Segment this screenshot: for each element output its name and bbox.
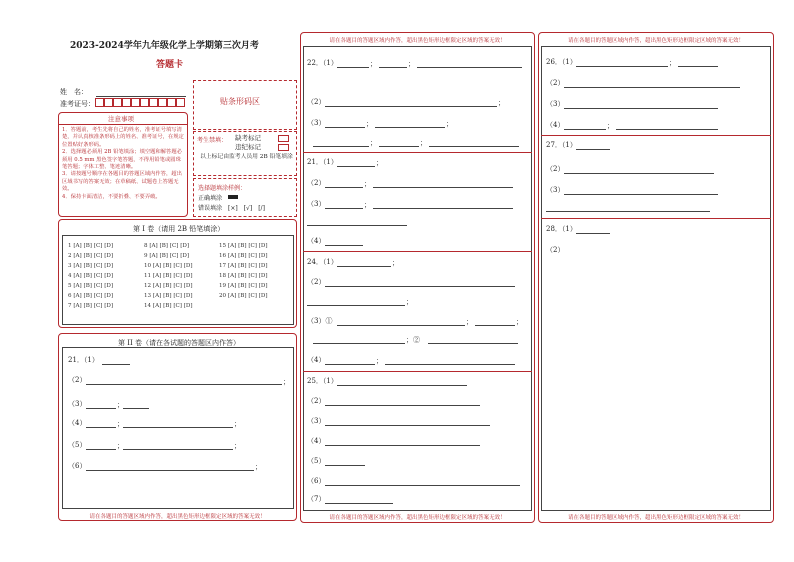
- q26-punct-text: ；: [607, 122, 614, 130]
- name-field[interactable]: [96, 96, 186, 97]
- q22-answer-3c[interactable]: [313, 146, 369, 147]
- q22-answer-3d[interactable]: [379, 146, 419, 147]
- warning-text: 请在各题目的答题区域内作答，超出黑色矩形边框限定区域的答案无效！: [89, 514, 266, 520]
- q28-answer-2-area[interactable]: [546, 257, 766, 507]
- note-item: 1．答题前，考生先将自己的姓名，准考证号填写清楚，并认真核准条形码上的姓名、准考证号，在规定位置贴好条形码。: [62, 127, 184, 148]
- choice-row: 5 [A] [B] [C] [D]: [68, 283, 114, 289]
- choice-row: 2 [A] [B] [C] [D]: [68, 253, 114, 259]
- name-label: 姓 名：: [60, 88, 88, 96]
- q25-answer-6[interactable]: [325, 485, 520, 486]
- q26-answer-2[interactable]: [564, 87, 740, 88]
- notes-list: [62, 127, 186, 201]
- q21-left-label-1: 21．（1）: [68, 356, 99, 364]
- q21-mid-punct-text: ；: [364, 201, 371, 209]
- q27-label-3: （3）: [546, 186, 565, 194]
- choice-row: 13 [A] [B] [C] [D]: [144, 293, 193, 299]
- choice-row: 15 [A] [B] [C] [D]: [219, 243, 268, 249]
- q25-answer-4[interactable]: [325, 445, 480, 446]
- q21-punct: ；: [117, 420, 124, 428]
- q21-left-answer-6[interactable]: [86, 470, 254, 471]
- q21-left-label-5: （5）: [68, 441, 87, 449]
- q24-answer-3b[interactable]: [475, 325, 515, 326]
- q21-mid-answer-2a[interactable]: [325, 187, 363, 188]
- q21-mid-label-3: （3）: [307, 200, 326, 208]
- choice-row: 18 [A] [B] [C] [D]: [219, 273, 268, 279]
- q21-mid-answer-1[interactable]: [337, 166, 375, 167]
- absent-label: 缺考标记: [235, 134, 261, 142]
- marks-instruction: 以上标记由监考人员用 2B 铅笔填涂: [200, 154, 293, 160]
- q21-mid-answer-3b[interactable]: [373, 208, 513, 209]
- answer-area-middle: [303, 46, 532, 511]
- q21-punct: ；: [255, 463, 262, 471]
- q21-left-label-3: （3）: [68, 400, 87, 408]
- q22-answer-1b[interactable]: [379, 67, 407, 68]
- q26-answer-1a[interactable]: [576, 66, 668, 67]
- q22-answer-1a[interactable]: [337, 67, 369, 68]
- q21-left-area: [62, 347, 294, 509]
- q24-answer-3a[interactable]: [337, 325, 465, 326]
- choice-row: 1 [A] [B] [C] [D]: [68, 243, 114, 249]
- wrong-fill-label: 错误填涂: [198, 205, 223, 212]
- q22-answer-1c[interactable]: [417, 67, 522, 68]
- q26-answer-3[interactable]: [564, 108, 718, 109]
- q24-answer-4a[interactable]: [325, 364, 375, 365]
- q21-left-answer-3b[interactable]: [123, 408, 149, 409]
- q25-answer-1[interactable]: [337, 385, 467, 386]
- q21-left-answer-2[interactable]: [86, 384, 282, 385]
- q22-answer-3b[interactable]: [375, 127, 445, 128]
- barcode-label: 贴条形码区: [220, 97, 260, 106]
- q24-answer-2b[interactable]: [307, 305, 405, 306]
- q26-label-4: （4）: [546, 121, 565, 129]
- choice-row: 7 [A] [B] [C] [D]: [68, 303, 114, 309]
- choice-row: 16 [A] [B] [C] [D]: [219, 253, 268, 259]
- q21-mid-label-1: 21．（1）: [307, 158, 338, 166]
- q27-answer-1[interactable]: [576, 149, 610, 150]
- q22-punct-text: ；: [370, 60, 377, 68]
- choice-row: 3 [A] [B] [C] [D]: [68, 263, 114, 269]
- q21-left-answer-5a[interactable]: [86, 449, 116, 450]
- section1-title: 第 I 卷（请用 2B 铅笔填涂）: [133, 225, 225, 233]
- q25-answer-5[interactable]: [325, 465, 365, 466]
- q24-label-2: （2）: [307, 278, 326, 286]
- q27-answer-2[interactable]: [564, 173, 714, 174]
- q24-answer-1[interactable]: [337, 266, 391, 267]
- q21-punct: ；: [283, 378, 290, 386]
- q22-answer-2[interactable]: [325, 106, 497, 107]
- q24-punct-text: ；: [376, 357, 383, 365]
- choice-row: 6 [A] [B] [C] [D]: [68, 293, 114, 299]
- q24-answer-3d[interactable]: [428, 343, 518, 344]
- q26-label-1: 26．（1）: [546, 58, 577, 66]
- violation-checkbox[interactable]: [278, 144, 289, 151]
- q24-punct-text: ；: [516, 318, 523, 326]
- q24-answer-3c[interactable]: [313, 343, 405, 344]
- q24-answer-4b[interactable]: [385, 364, 515, 365]
- q24-label-1: 24．（1）: [307, 258, 338, 266]
- note-item: 4．保持卡面清洁，不要折叠、不要弄破。: [62, 193, 161, 200]
- q25-label-5: （5）: [307, 457, 326, 465]
- fill-example-title: 选择题填涂样例：: [198, 185, 247, 192]
- q21-mid-answer-4[interactable]: [325, 245, 363, 246]
- q21-left-label-6: （6）: [68, 462, 87, 470]
- warning-text: 请在各题目的答题区域内作答，超出黑色矩形边框限定区域的答案无效！: [329, 515, 506, 521]
- q21-punct: ；: [234, 420, 241, 428]
- choice-row: 10 [A] [B] [C] [D]: [144, 263, 193, 269]
- ticket-label: 准考证号：: [60, 100, 95, 108]
- q25-label-2: （2）: [307, 397, 326, 405]
- q26-answer-4a[interactable]: [564, 129, 606, 130]
- q25-label-4: （4）: [307, 437, 326, 445]
- q22-punct-text: ；: [420, 139, 427, 147]
- q26-punct-text: ；: [669, 59, 676, 67]
- q26-answer-1b[interactable]: [678, 66, 718, 67]
- q28-label-1: 28．（1）: [546, 225, 577, 233]
- q25-label-6: （6）: [307, 477, 326, 485]
- choice-row: 14 [A] [B] [C] [D]: [144, 303, 193, 309]
- q21-left-answer-1[interactable]: [102, 364, 130, 365]
- q22-answer-3e[interactable]: [429, 146, 519, 147]
- q21-left-answer-4a[interactable]: [86, 427, 116, 428]
- choice-row: 11 [A] [B] [C] [D]: [144, 273, 193, 279]
- q24-punct-text: ；: [392, 259, 399, 267]
- choice-row: 4 [A] [B] [C] [D]: [68, 273, 114, 279]
- q24-punct-text: ；: [406, 298, 413, 306]
- choice-col-3[interactable]: [219, 241, 268, 301]
- q21-mid-answer-3a[interactable]: [325, 208, 363, 209]
- q24-punct-text: ；: [466, 318, 473, 326]
- q22-punct-text: ；: [366, 120, 373, 128]
- q22-label-1: 22．（1）: [307, 59, 338, 67]
- choice-col-1[interactable]: [68, 241, 113, 311]
- choice-row: 8 [A] [B] [C] [D]: [144, 243, 190, 249]
- choice-row: 9 [A] [B] [C] [D]: [144, 253, 190, 259]
- warning-text: 请在各题目的答题区域内作答，超出黑色矩形边框限定区域的答案无效！: [567, 38, 744, 44]
- q21-mid-punct-text: ；: [364, 180, 371, 188]
- wrong-fill-marks: [×] [√] [/]: [228, 205, 265, 212]
- exam-title: 2023-2024学年九年级化学上学期第三次月考: [70, 41, 259, 51]
- q26-label-2: （2）: [546, 79, 565, 87]
- violation-label: 违纪标记: [235, 143, 261, 151]
- q21-punct: ；: [117, 401, 124, 409]
- q21-mid-answer-3c[interactable]: [307, 225, 407, 226]
- warning-text: 请在各题目的答题区域内作答，超出黑色矩形边框限定区域的答案无效！: [329, 38, 506, 44]
- q25-answer-2[interactable]: [325, 405, 480, 406]
- q28-label-2: （2）: [546, 246, 565, 254]
- q22-punct-text: ；: [408, 60, 415, 68]
- q24-label-3: （3）①: [307, 317, 333, 325]
- q25-label-3: （3）: [307, 417, 326, 425]
- note-item: 3．请按题号顺序在各题目的答题区域内作答，超出区域书写的答案无效；在草稿纸、试题卷上答题无效。: [62, 171, 182, 193]
- choice-row: 20 [A] [B] [C] [D]: [219, 293, 268, 299]
- q26-label-3: （3）: [546, 100, 565, 108]
- q22-label-2: （2）: [307, 98, 326, 106]
- q21-left-answer-4b[interactable]: [123, 427, 233, 428]
- q22-punct-text: ；: [498, 99, 505, 107]
- q25-label-7: （7）: [307, 495, 326, 503]
- q27-label-2: （2）: [546, 165, 565, 173]
- notes-title: 注意事项: [108, 115, 134, 123]
- choice-row: 12 [A] [B] [C] [D]: [144, 283, 193, 289]
- q21-mid-punct-text: ；: [376, 159, 383, 167]
- q24-answer-2a[interactable]: [325, 286, 515, 287]
- choice-col-2[interactable]: [144, 241, 193, 311]
- note-item: 2．选择题必须用 2B 铅笔填涂；填空题和解答题必须用 0.5 mm 黑色签字笔答题，不得用铅笔或圆珠笔答题；字体工整、笔迹清晰。: [62, 149, 182, 171]
- section2-title: 第 II 卷（请在各试题的答题区内作答）: [118, 339, 240, 347]
- q25-label-1: 25．（1）: [307, 377, 338, 385]
- q22-punct-text: ；: [370, 139, 377, 147]
- q25-answer-7[interactable]: [325, 503, 393, 504]
- q21-mid-answer-2b[interactable]: [373, 187, 513, 188]
- q27-answer-3b[interactable]: [546, 211, 710, 212]
- correct-fill-label: 正确填涂: [198, 195, 223, 202]
- q21-left-label-4: （4）: [68, 419, 87, 427]
- warning-text: 请在各题目的答题区域内作答，超出黑色矩形边框限定区域的答案无效！: [567, 515, 744, 521]
- q21-mid-label-2: （2）: [307, 179, 326, 187]
- q22-punct-text: ；: [446, 120, 453, 128]
- absent-checkbox[interactable]: [278, 135, 289, 142]
- q27-answer-3a[interactable]: [564, 194, 718, 195]
- card-title: 答题卡: [156, 60, 184, 70]
- q24-label-4: （4）: [307, 356, 326, 364]
- choice-row: 19 [A] [B] [C] [D]: [219, 283, 268, 289]
- correct-fill-mark: [228, 195, 238, 199]
- q21-mid-label-4: （4）: [307, 237, 326, 245]
- q26-answer-4b[interactable]: [616, 129, 718, 130]
- q21-left-label-2: （2）: [68, 376, 87, 384]
- q28-answer-1[interactable]: [576, 233, 610, 234]
- q21-punct: ；: [234, 442, 241, 450]
- q21-punct: ；: [117, 442, 124, 450]
- q21-left-answer-3a[interactable]: [86, 408, 116, 409]
- q27-label-1: 27．（1）: [546, 141, 577, 149]
- choice-row: 17 [A] [B] [C] [D]: [219, 263, 268, 269]
- q22-label-3: （3）: [307, 119, 326, 127]
- q25-answer-3[interactable]: [325, 425, 490, 426]
- q24-circle2: ；②: [406, 336, 420, 344]
- q21-left-answer-5b[interactable]: [123, 449, 233, 450]
- q22-answer-3a[interactable]: [325, 127, 365, 128]
- prohibit-label: 考生禁填：: [197, 137, 228, 144]
- ticket-number-grid[interactable]: [95, 98, 187, 107]
